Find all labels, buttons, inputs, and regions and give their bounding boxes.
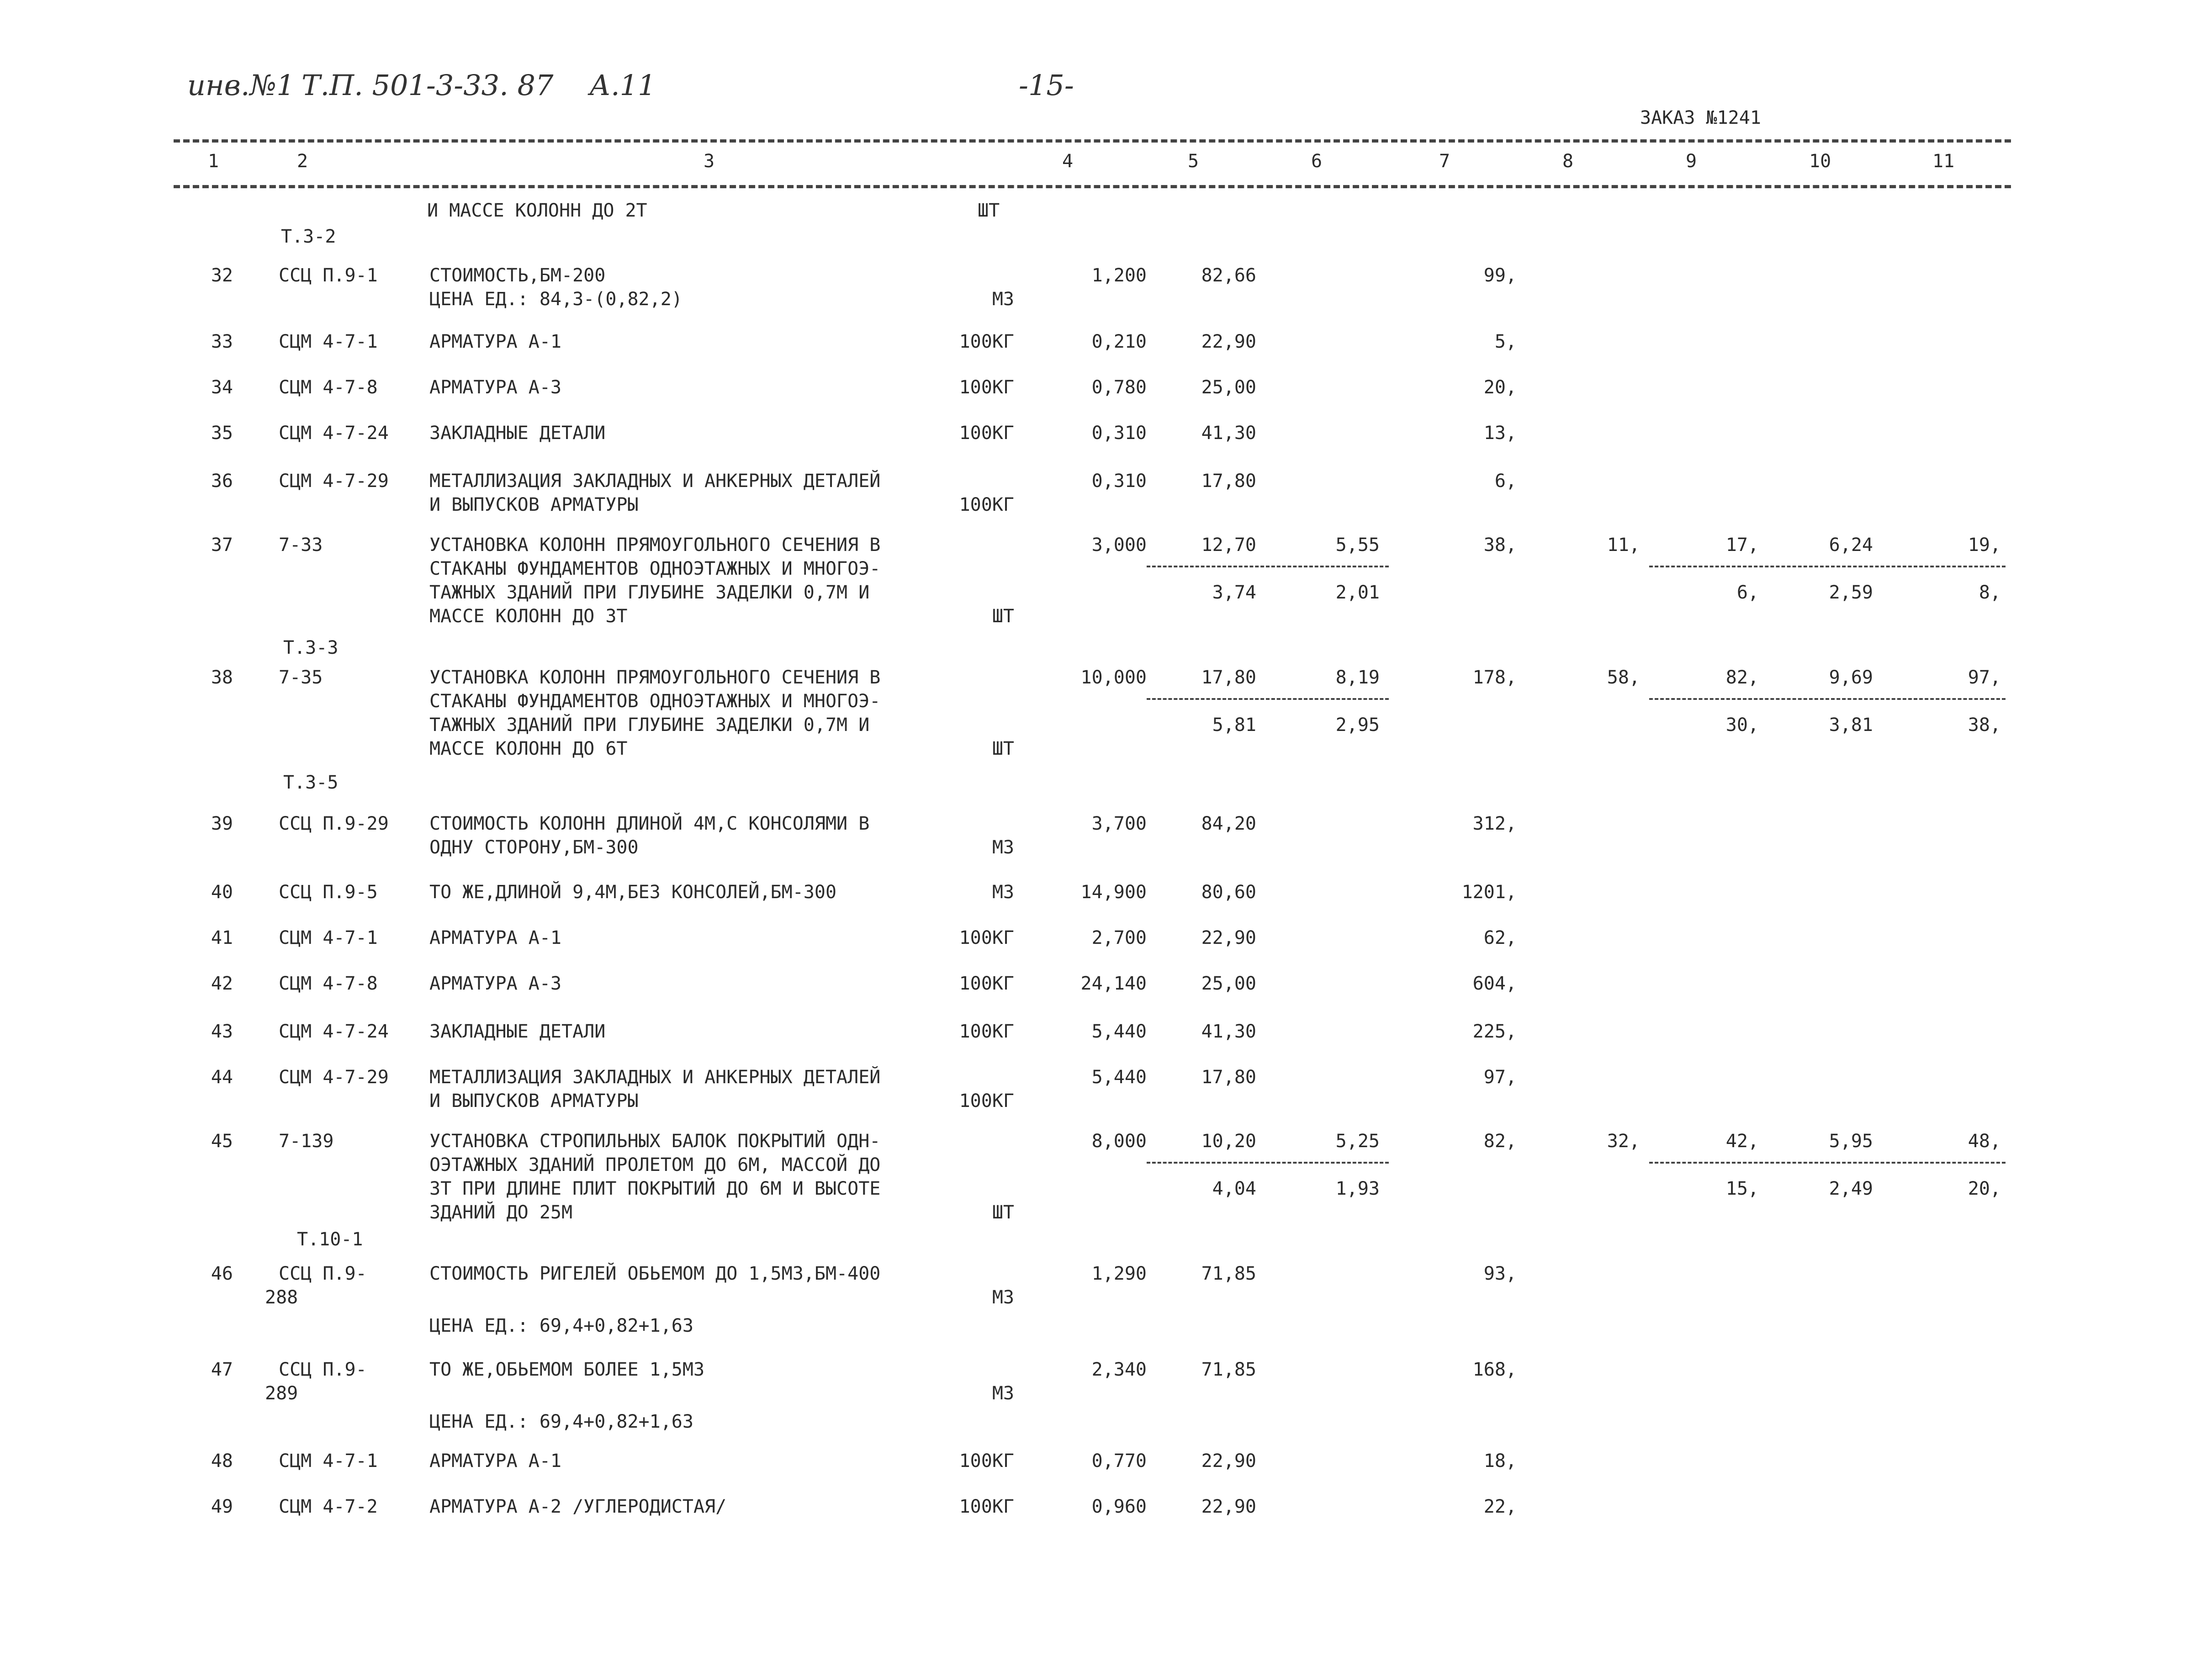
unit-price: 17,80 — [1201, 471, 1256, 492]
unit-price: 22,90 — [1201, 927, 1256, 948]
total-cost: 62, — [1483, 927, 1517, 948]
work-description: ЦЕНА ЕД.: 69,4+0,82+1,63 — [429, 1315, 693, 1336]
col-9-value: 17, — [1725, 535, 1759, 556]
work-description: 3Т ПРИ ДЛИНЕ ПЛИТ ПОКРЫТИЙ ДО 6М И ВЫСОТЕ — [429, 1178, 881, 1199]
unit-price: 82,66 — [1201, 265, 1256, 286]
work-description: ОЭТАЖНЫХ ЗДАНИЙ ПРОЛЕТОМ ДО 6М, МАССОЙ ДО — [429, 1154, 881, 1175]
sub-value-9: 30, — [1725, 715, 1759, 736]
rate-code-cont: 289 — [265, 1383, 298, 1404]
row-number: 47 — [211, 1359, 233, 1380]
project-code: Т.П. 501-3-33. 87 — [302, 69, 554, 102]
total-cost: 22, — [1483, 1496, 1517, 1517]
rate-code: ССЦ П.9-5 — [279, 882, 378, 903]
sub-value-5: 4,04 — [1212, 1178, 1256, 1199]
col-9-value: 82, — [1725, 667, 1759, 688]
total-cost: 1201, — [1461, 882, 1517, 903]
sub-separator — [1147, 1162, 1389, 1164]
unit-price: 12,70 — [1201, 535, 1256, 556]
work-description: СТОИМОСТЬ,БМ-200 — [429, 265, 606, 286]
unit: 100КГ — [959, 1091, 1014, 1112]
quantity: 5,440 — [1091, 1067, 1147, 1088]
total-cost: 20, — [1483, 377, 1517, 398]
col-10-value: 6,24 — [1829, 535, 1873, 556]
col-3: 3 — [704, 151, 715, 172]
col-11-value: 97, — [1968, 667, 2001, 688]
row-number: 46 — [211, 1263, 233, 1284]
work-description: И ВЫПУСКОВ АРМАТУРЫ — [429, 1091, 639, 1112]
sub-separator — [1649, 1162, 2006, 1164]
unit: 100КГ — [959, 927, 1014, 948]
rate-code: СЦМ 4-7-1 — [279, 331, 378, 352]
sub-value-9: 6, — [1736, 582, 1759, 603]
work-description: ЦЕНА ЕД.: 84,3-(0,82,2) — [429, 289, 683, 310]
row-number: 45 — [211, 1131, 233, 1152]
quantity: 1,290 — [1091, 1263, 1147, 1284]
continuation-text: И МАССЕ КОЛОНН ДО 2Т — [427, 200, 647, 221]
rate-code: СЦМ 4-7-8 — [279, 377, 378, 398]
col-11-value: 19, — [1968, 535, 2001, 556]
unit-price: 22,90 — [1201, 331, 1256, 352]
sub-value-11: 38, — [1968, 715, 2001, 736]
col-6-value: 8,19 — [1335, 667, 1380, 688]
row-number: 33 — [211, 331, 233, 352]
work-description: ТО ЖЕ,ОБЬЕМОМ БОЛЕЕ 1,5М3 — [429, 1359, 705, 1380]
rate-code-cont: 288 — [265, 1287, 298, 1308]
total-cost: 168, — [1472, 1359, 1517, 1380]
rate-code: ССЦ П.9-1 — [279, 265, 378, 286]
total-cost: 604, — [1472, 973, 1517, 994]
total-cost: 18, — [1483, 1451, 1517, 1472]
work-description: ЗАКЛАДНЫЕ ДЕТАЛИ — [429, 423, 606, 444]
row-number: 41 — [211, 927, 233, 948]
order-number: ЗАКАЗ №1241 — [1640, 107, 1761, 128]
quantity: 0,770 — [1091, 1451, 1147, 1472]
rate-code: СЦМ 4-7-24 — [279, 1021, 389, 1042]
total-cost: 82, — [1483, 1131, 1517, 1152]
row-number: 42 — [211, 973, 233, 994]
unit-price: 80,60 — [1201, 882, 1256, 903]
work-description: АРМАТУРА А-2 /УГЛЕРОДИСТАЯ/ — [429, 1496, 727, 1517]
unit: М3 — [992, 882, 1014, 903]
quantity: 0,310 — [1091, 423, 1147, 444]
total-cost: 312, — [1472, 813, 1517, 834]
total-cost: 97, — [1483, 1067, 1517, 1088]
quantity: 3,000 — [1091, 535, 1147, 556]
total-cost: 13, — [1483, 423, 1517, 444]
work-description: УСТАНОВКА СТРОПИЛЬНЫХ БАЛОК ПОКРЫТИЙ ОДН- — [429, 1131, 881, 1152]
unit: М3 — [992, 837, 1014, 858]
unit: 100КГ — [959, 973, 1014, 994]
row-number: 34 — [211, 377, 233, 398]
work-description: АРМАТУРА А-1 — [429, 331, 561, 352]
work-description: УСТАНОВКА КОЛОНН ПРЯМОУГОЛЬНОГО СЕЧЕНИЯ В — [429, 535, 881, 556]
unit: ШТ — [992, 1202, 1014, 1223]
sub-separator — [1649, 698, 2006, 700]
col-11: 11 — [1932, 151, 1955, 172]
unit-price: 84,20 — [1201, 813, 1256, 834]
rate-code: ССЦ П.9- — [279, 1263, 367, 1284]
work-description: ТО ЖЕ,ДЛИНОЙ 9,4М,БЕЗ КОНСОЛЕЙ,БМ-300 — [429, 882, 837, 903]
sub-value-10: 2,49 — [1829, 1178, 1873, 1199]
col-10-value: 9,69 — [1829, 667, 1873, 688]
work-description: АРМАТУРА А-3 — [429, 377, 561, 398]
row-number: 49 — [211, 1496, 233, 1517]
header-rule — [174, 185, 2011, 188]
unit: 100КГ — [959, 423, 1014, 444]
unit-price: 25,00 — [1201, 973, 1256, 994]
rate-code: СЦМ 4-7-1 — [279, 927, 378, 948]
quantity: 5,440 — [1091, 1021, 1147, 1042]
quantity: 10,000 — [1080, 667, 1147, 688]
unit-price: 41,30 — [1201, 423, 1256, 444]
col-9: 9 — [1686, 151, 1697, 172]
col-10-value: 5,95 — [1829, 1131, 1873, 1152]
sub-separator — [1147, 566, 1389, 567]
col-2: 2 — [297, 151, 308, 172]
sub-separator — [1649, 566, 2006, 567]
rate-code: 7-35 — [279, 667, 323, 688]
unit-price: 41,30 — [1201, 1021, 1256, 1042]
unit-price: 10,20 — [1201, 1131, 1256, 1152]
sub-value-10: 2,59 — [1829, 582, 1873, 603]
unit: 100КГ — [959, 1496, 1014, 1517]
sub-value-5: 3,74 — [1212, 582, 1256, 603]
row-number: 44 — [211, 1067, 233, 1088]
col-6-value: 5,25 — [1335, 1131, 1380, 1152]
unit-price: 71,85 — [1201, 1263, 1256, 1284]
row-number: 39 — [211, 813, 233, 834]
unit: 100КГ — [959, 331, 1014, 352]
rate-code: СЦМ 4-7-8 — [279, 973, 378, 994]
col-6-value: 5,55 — [1335, 535, 1380, 556]
unit: 100КГ — [959, 1451, 1014, 1472]
sub-separator — [1147, 698, 1389, 700]
work-description: ОДНУ СТОРОНУ,БМ-300 — [429, 837, 639, 858]
row-number: 37 — [211, 535, 233, 556]
sub-value-10: 3,81 — [1829, 715, 1873, 736]
work-description: СТАКАНЫ ФУНДАМЕНТОВ ОДНОЭТАЖНЫХ И МНОГОЭ- — [429, 691, 881, 712]
unit: 100КГ — [959, 494, 1014, 515]
total-cost: 93, — [1483, 1263, 1517, 1284]
rate-code: СЦМ 4-7-1 — [279, 1451, 378, 1472]
rate-code: ССЦ П.9- — [279, 1359, 367, 1380]
col-10: 10 — [1809, 151, 1831, 172]
continuation-unit: ШТ — [978, 200, 1000, 221]
quantity: 0,780 — [1091, 377, 1147, 398]
row-number: 35 — [211, 423, 233, 444]
total-cost: 38, — [1483, 535, 1517, 556]
col-8-value: 11, — [1607, 535, 1640, 556]
total-cost: 5, — [1494, 331, 1517, 352]
quantity: 14,900 — [1080, 882, 1147, 903]
group-label: Т.3-2 — [281, 226, 336, 247]
row-number: 43 — [211, 1021, 233, 1042]
work-description: СТАКАНЫ ФУНДАМЕНТОВ ОДНОЭТАЖНЫХ И МНОГОЭ- — [429, 558, 881, 579]
group-label: Т.10-1 — [297, 1229, 363, 1250]
sub-value-6: 1,93 — [1335, 1178, 1380, 1199]
sub-value-6: 2,95 — [1335, 715, 1380, 736]
quantity: 1,200 — [1091, 265, 1147, 286]
unit: М3 — [992, 289, 1014, 310]
sub-value-11: 20, — [1968, 1178, 2001, 1199]
work-description: МАССЕ КОЛОНН ДО 3Т — [429, 606, 628, 627]
quantity: 3,700 — [1091, 813, 1147, 834]
row-number: 32 — [211, 265, 233, 286]
work-description: СТОИМОСТЬ РИГЕЛЕЙ ОБЬЕМОМ ДО 1,5М3,БМ-400 — [429, 1263, 881, 1284]
rate-code: СЦМ 4-7-24 — [279, 423, 389, 444]
group-label: Т.3-3 — [283, 637, 339, 658]
col-9-value: 42, — [1725, 1131, 1759, 1152]
work-description: МЕТАЛЛИЗАЦИЯ ЗАКЛАДНЫХ И АНКЕРНЫХ ДЕТАЛЕЙ — [429, 471, 881, 492]
work-description: УСТАНОВКА КОЛОНН ПРЯМОУГОЛЬНОГО СЕЧЕНИЯ В — [429, 667, 881, 688]
quantity: 2,340 — [1091, 1359, 1147, 1380]
unit: 100КГ — [959, 377, 1014, 398]
rate-code: 7-33 — [279, 535, 323, 556]
work-description: АРМАТУРА А-3 — [429, 973, 561, 994]
unit-price: 25,00 — [1201, 377, 1256, 398]
col-8-value: 32, — [1607, 1131, 1640, 1152]
col-5: 5 — [1188, 151, 1199, 172]
unit: М3 — [992, 1383, 1014, 1404]
total-cost: 99, — [1483, 265, 1517, 286]
row-number: 36 — [211, 471, 233, 492]
work-description: ЦЕНА ЕД.: 69,4+0,82+1,63 — [429, 1411, 693, 1432]
unit: ШТ — [992, 606, 1014, 627]
col-8-value: 58, — [1607, 667, 1640, 688]
unit-price: 17,80 — [1201, 667, 1256, 688]
unit: 100КГ — [959, 1021, 1014, 1042]
top-rule — [174, 139, 2011, 143]
total-cost: 178, — [1472, 667, 1517, 688]
unit-price: 17,80 — [1201, 1067, 1256, 1088]
unit-price: 71,85 — [1201, 1359, 1256, 1380]
col-4: 4 — [1062, 151, 1074, 172]
rate-code: СЦМ 4-7-29 — [279, 1067, 389, 1088]
col-6: 6 — [1311, 151, 1323, 172]
work-description: ЗАКЛАДНЫЕ ДЕТАЛИ — [429, 1021, 606, 1042]
quantity: 24,140 — [1080, 973, 1147, 994]
col-1: 1 — [208, 151, 219, 172]
row-number: 38 — [211, 667, 233, 688]
rate-code: ССЦ П.9-29 — [279, 813, 389, 834]
sub-value-11: 8, — [1979, 582, 2001, 603]
group-label: Т.3-5 — [283, 772, 339, 793]
unit: М3 — [992, 1287, 1014, 1308]
total-cost: 6, — [1494, 471, 1517, 492]
quantity: 0,310 — [1091, 471, 1147, 492]
unit-price: 22,90 — [1201, 1451, 1256, 1472]
quantity: 8,000 — [1091, 1131, 1147, 1152]
col-8: 8 — [1562, 151, 1574, 172]
work-description: СТОИМОСТЬ КОЛОНН ДЛИНОЙ 4М,С КОНСОЛЯМИ В — [429, 813, 870, 834]
inventory-number: инв.№1 — [187, 69, 295, 102]
work-description: ЗДАНИЙ ДО 25М — [429, 1202, 573, 1223]
unit: ШТ — [992, 738, 1014, 759]
sub-value-9: 15, — [1725, 1178, 1759, 1199]
quantity: 0,210 — [1091, 331, 1147, 352]
page-number: -15- — [1019, 69, 1074, 102]
work-description: МАССЕ КОЛОНН ДО 6Т — [429, 738, 628, 759]
sub-value-6: 2,01 — [1335, 582, 1380, 603]
col-7: 7 — [1439, 151, 1450, 172]
row-number: 40 — [211, 882, 233, 903]
work-description: АРМАТУРА А-1 — [429, 1451, 561, 1472]
work-description: МЕТАЛЛИЗАЦИЯ ЗАКЛАДНЫХ И АНКЕРНЫХ ДЕТАЛЕЙ — [429, 1067, 881, 1088]
unit-price: 22,90 — [1201, 1496, 1256, 1517]
sub-value-5: 5,81 — [1212, 715, 1256, 736]
col-11-value: 48, — [1968, 1131, 2001, 1152]
work-description: АРМАТУРА А-1 — [429, 927, 561, 948]
album-number: А.11 — [589, 69, 656, 102]
work-description: ТАЖНЫХ ЗДАНИЙ ПРИ ГЛУБИНЕ ЗАДЕЛКИ 0,7М И — [429, 582, 870, 603]
total-cost: 225, — [1472, 1021, 1517, 1042]
work-description: И ВЫПУСКОВ АРМАТУРЫ — [429, 494, 639, 515]
rate-code: 7-139 — [279, 1131, 334, 1152]
quantity: 0,960 — [1091, 1496, 1147, 1517]
rate-code: СЦМ 4-7-2 — [279, 1496, 378, 1517]
rate-code: СЦМ 4-7-29 — [279, 471, 389, 492]
work-description: ТАЖНЫХ ЗДАНИЙ ПРИ ГЛУБИНЕ ЗАДЕЛКИ 0,7М И — [429, 715, 870, 736]
quantity: 2,700 — [1091, 927, 1147, 948]
row-number: 48 — [211, 1451, 233, 1472]
